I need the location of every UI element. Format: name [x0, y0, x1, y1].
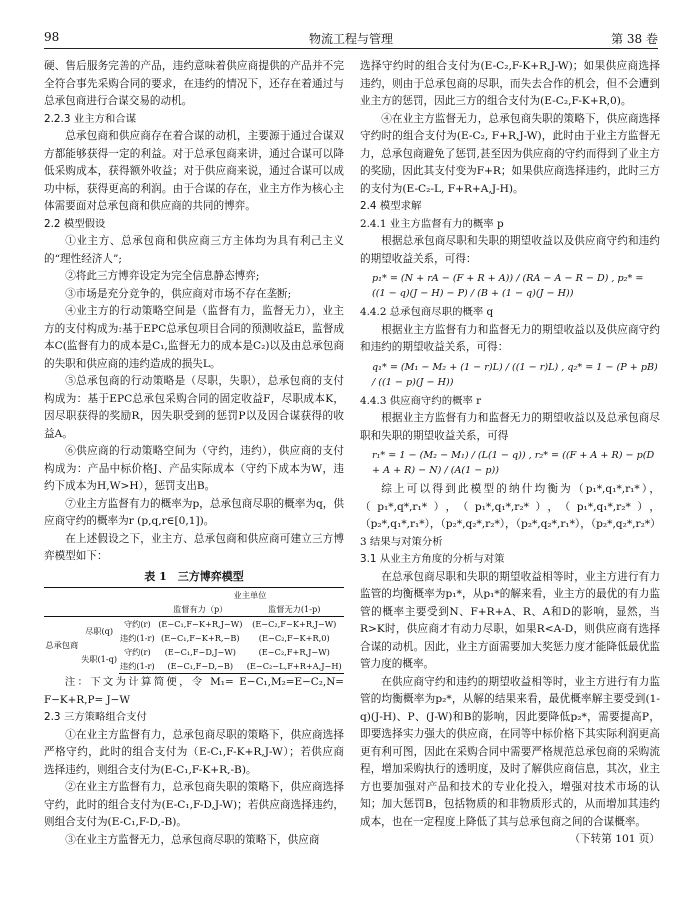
equation-q: q₁* = (M₁ − M₂ + (1 − r)L) / ((1 − r)L) , q₂* = 1 − (P + pB) / ((1 − p)(J − H)): [372, 361, 658, 388]
table-cell: (E−C₂−L,F+R+A,J−H): [244, 659, 344, 674]
strategy-4: ④在业主方监督无力，总承包商失职的策略下，供应商选择守约时的组合支付为(E-C₂, F+R,J-W)，此时由于业主方监督无力，总承包商避免了惩罚,甚至因为供应商的守约而得到了业主方的奖励，因此其支付变为F+R；如果供应商选择违约，此时三方的支付为(E-C₂-L, F+R+A,J-H)。: [360, 112, 660, 195]
table-row-header: 违约(1-r): [120, 633, 155, 643]
paragraph: 根据业主方监督有力和监督无力的期望收益以及总承包商尽职和失职的期望收益关系，可得: [360, 412, 660, 442]
assumption-4: ④业主方的行动策略空间是（监督有力，监督无力），业主方的支付构成为:基于EPC总承包项目合同的预测收益E，监督成本C(监督有力的成本是C₁,监督无力的成本是C₂)以及由总承包商的失职和供应商的违约造成的损失L。: [44, 305, 344, 370]
table-row-header: 守约(r): [123, 647, 151, 657]
section-heading-2-2-3: 2.2.3 业主方和合谋: [44, 112, 137, 125]
assumption-5: ⑤总承包商的行动策略是（尽职，失职），总承包商的支付构成为：基于EPC总承包采购合同的固定收益F，尽职成本K，因尽职获得的奖励R，因失职受到的惩罚P以及因合谋获得的收益A。: [44, 375, 344, 440]
section-heading-2-2: 2.2 模型假设: [44, 217, 106, 230]
paragraph: 总承包商和供应商存在着合谋的动机，主要源于通过合谋双方都能够获得一定的利益。对于总承包商来讲，通过合谋可以降低采购成本，获得额外收益；对于供应商来说，通过合谋可以成功中标，获得更高的利润。由于合谋的存在，业主方作为核心主体需要面对总承包商和供应商的共同的博弈。: [44, 130, 344, 212]
paragraph: 在总承包商尽职和失职的期望收益相等时，业主方进行有力监管的均衡概率为p₁*，从p₁*的解来看，业主方的最优的有力监管的概率主要受到N、F+R+A、R、A和D的影响，显然，当R>K时，供应商才有动力尽职，如果R<A-D，则供应商有选择合谋的动机。因此，业主方面需要加大奖惩力度才能降低最优监管力度的概率。: [360, 570, 660, 670]
assumption-1: ①业主方、总承包商和供应商三方主体均为具有利己主义的“理性经济人”;: [44, 235, 344, 265]
table-col-header: 监督无力(1-p): [244, 602, 344, 617]
section-heading-2-4: 2.4 模型求解: [360, 200, 422, 212]
table-owner-header: 业主单位: [156, 588, 344, 603]
continued-note: （下转第 101 页）: [569, 833, 660, 845]
assumption-8: 在上述假设之下，业主方、总承包商和供应商可建立三方博弈模型如下：: [44, 532, 344, 562]
table-row-header: 总承包商: [45, 640, 79, 651]
assumption-7: ⑦业主方监督有力的概率为p，总承包商尽职的概率为q，供应商守约的概率为r (p,q,r∈[0,1])。: [44, 497, 344, 527]
table-row-header: 失职(1-q): [81, 654, 118, 665]
table-cell: (E−C₂,F−K+R,0): [258, 633, 330, 643]
running-header: [44, 30, 658, 49]
paragraph: 在供应商守约和违约的期望收益相等时，业主方进行有力监管的均衡概率为p₂*，从解的结果来看，最优概率解主要受到(1-q)(J-H)、P、(J-W)和B的影响，因此要降低p₂*，需要提高P，即要选择实力强大的供应商，在同等中标价格下其实际利润更高更有利可图，因此在采购合同中需要严格规范总承包商的采购流程，增加采购执行的透明度，及时了解供应商信息，其次，业主方也要加强对产品和技术的专业化投入，增强对技术市场的认知；加大惩罚B，包括物质的和非物质形式的，从而增加其违约成本，也在一定程度上降低了其与总承包商之间的合谋概率。: [360, 675, 660, 828]
strategy-3-continued: 选择守约时的组合支付为(E-C₂,F-K+R,J-W)；如果供应商选择违约，则由于总承包商的尽职，而失去合作的机会，但不会遭到业主方的惩罚，因此三方的组合支付为(E-C₂,F-K+R,0)。: [360, 60, 660, 107]
right-column: [360, 58, 660, 849]
journal-title: 物流工程与管理: [308, 32, 393, 46]
equation-r: r₁* = 1 − (M₂ − M₁) / (L(1 − q)) , r₂* = ((F + A + R) − p(D + A + R) − N) / (A(1 − p)): [372, 450, 655, 476]
table-col-header: 监督有力（p）: [156, 602, 244, 617]
section-heading-4-4-2: 4.4.2 总承包商尽职的概率 q: [360, 306, 494, 318]
table-cell: (E−C₁,F−D,−B): [156, 659, 244, 674]
volume-label: 第 38 卷: [611, 32, 658, 46]
paragraph: 硬、售后服务完善的产品，违约意味着供应商提供的产品并不完全符合事先采购合同的要求，在违约的情况下，还存在着通过与总承包商进行合谋交易的动机。: [44, 60, 344, 107]
assumption-6: ⑥供应商的行动策略空间为（守约，违约），供应商的支付构成为：产品中标价格J、产品实际成本（守约下成本为W，违约下成本为H,W>H），惩罚支出B。: [44, 445, 344, 492]
table-blank: [44, 602, 156, 617]
table-cell: (E−C₁,F−K+R,−B): [161, 633, 240, 643]
paragraph: 根据总承包商尽职和失职的期望收益以及供应商守约和违约的期望收益关系，可得：: [360, 235, 660, 265]
section-heading-2-4-1: 2.4.1 业主方监督有力的概率 p: [360, 217, 504, 230]
strategy-2: ②在业主方监督有力，总承包商失职的策略下，供应商选择守约，此时的组合支付为(E-C₁,F-D,J-W)；若供应商选择违约，则组合支付为(E-C₁,F-D,-B)。: [44, 781, 344, 828]
assumption-2: ②将此三方博弈设定为完全信息静态博弈;: [65, 270, 260, 282]
nash-equilibrium-paragraph: 综上可以得到此模型的纳什均衡为（p₁*,q₁*,r₁*），（p₁*,q*,r₁*），（p₁*,q₁*,r₂*），（p₁*,q₁*,r₂*），（p₂*,q₁*,r₁*），（p₂*,q₂*,r₂*），（p₂*,q₂*,r₁*），（p₂*,q₂*,r₂*）: [360, 483, 661, 530]
strategy-3-start: ③在业主方监督无力，总承包商尽职的策略下，供应商: [65, 833, 320, 846]
paragraph: 根据业主方监督有力和监督无力的期望收益以及供应商守约和违约的期望收益关系，可得：: [360, 323, 660, 353]
table-row-header: 违约(1-r): [119, 659, 157, 674]
section-heading-4-4-3: 4.4.3 供应商守约的概率 r: [360, 394, 482, 407]
table-cell: (E−C₂,F+R,J−W): [258, 647, 330, 657]
equation-p: p₁* = (N + rA − (F + R + A)) / (RA − A − R − D) , p₂* = ((1 − q)(J − H) − P) / (B + (1 − q)(J − H)): [372, 273, 644, 299]
section-heading-3-1: 3.1 从业主方角度的分析与对策: [360, 553, 505, 565]
table-cell: (E−C₁,F−D,J−W): [164, 647, 236, 657]
table-cell: (E−C₁,F−K+R,J−W): [158, 619, 243, 629]
game-model-table: [44, 587, 344, 674]
page-number: 98: [44, 30, 60, 44]
section-heading-2-3: 2.3 三方策略组合支付: [44, 711, 147, 723]
strategy-1: ①在业主方监督有力，总承包商尽职的策略下，供应商选择严格守约，此时的组合支付为（E-C₁,F-K+R,J-W）；若供应商选择违约，则组合支付为(E-C₁,F-K+R,-B)。: [44, 728, 344, 776]
table-caption: 表 1 三方博弈模型: [144, 569, 244, 583]
assumption-3: ③市场是充分竞争的，供应商对市场不存在垄断;: [65, 287, 292, 300]
table-blank: [44, 588, 156, 603]
left-column: [44, 58, 344, 849]
section-heading-3: 3 结果与对策分析: [360, 535, 443, 548]
table-row-header: 尽职(q): [85, 626, 114, 636]
table-note: 注：下文为计算简便，令 M₁= E−C₁,M₂=E−C₂,N= F−K+R,P= J−W: [44, 676, 344, 706]
table-cell: (E−C₂,F−K+R,J−W): [252, 619, 337, 629]
table-row-header: 守约(r): [123, 619, 151, 629]
